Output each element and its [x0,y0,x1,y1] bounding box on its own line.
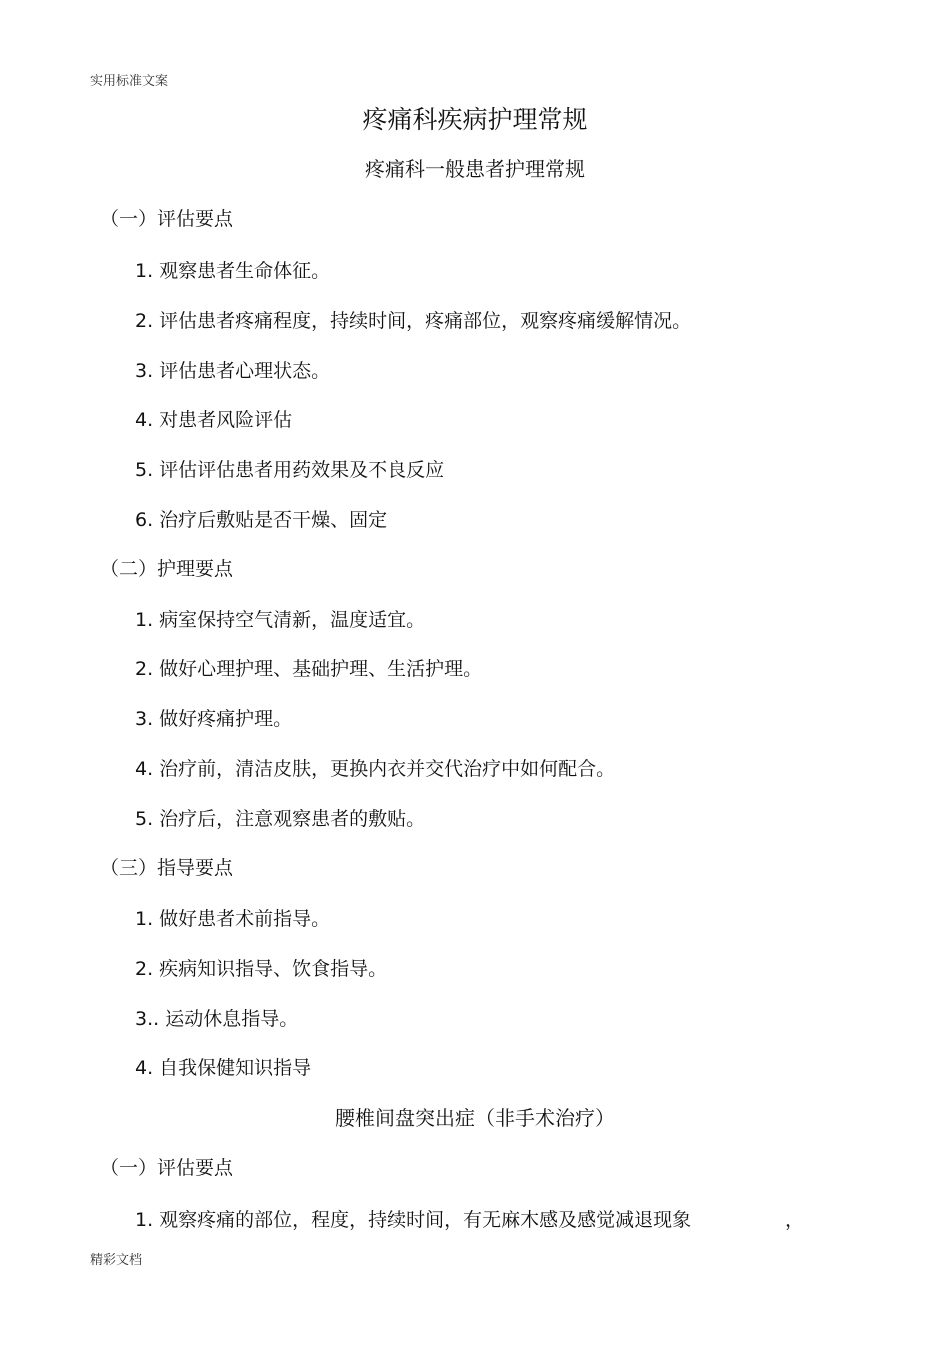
general-assessment-item-5: 5. 评估评估患者用药效果及不良反应 [135,459,445,481]
general-guidance-label: （三）指导要点 [100,857,234,879]
footer-note: 精彩文档 [90,1253,143,1268]
lumbar-heading: 腰椎间盘突出症（非手术治疗） [335,1106,615,1130]
document-title: 疼痛科疾病护理常规 [362,105,588,134]
header-note: 实用标准文案 [90,74,169,89]
general-nursing-item-4: 4. 治疗前，清洁皮肤，更换内衣并交代治疗中如何配合。 [135,758,616,780]
general-assessment-item-6: 6. 治疗后敷贴是否干燥、固定 [135,509,388,531]
general-assessment-item-3: 3. 评估患者心理状态。 [135,360,331,382]
general-nursing-label: （二）护理要点 [100,558,234,580]
general-assessment-item-2: 2. 评估患者疼痛程度，持续时间，疼痛部位，观察疼痛缓解情况。 [135,310,692,332]
lumbar-assessment-item-1: 1. 观察疼痛的部位，程度，持续时间，有无麻木感及感觉减退现象 [135,1209,692,1231]
general-guidance-item-1: 1. 做好患者术前指导。 [135,908,331,930]
general-assessment-item-1: 1. 观察患者生命体征。 [135,260,331,282]
general-guidance-item-4: 4. 自我保健知识指导 [135,1057,312,1079]
general-guidance-item-2: 2. 疾病知识指导、饮食指导。 [135,958,388,980]
general-nursing-item-3: 3. 做好疼痛护理。 [135,708,293,730]
lumbar-assessment-label: （一）评估要点 [100,1157,234,1179]
general-nursing-item-1: 1. 病室保持空气清新，温度适宜。 [135,609,426,631]
general-nursing-item-2: 2. 做好心理护理、基础护理、生活护理。 [135,658,483,680]
general-assessment-label: （一）评估要点 [100,208,234,230]
general-assessment-item-4: 4. 对患者风险评估 [135,409,293,431]
general-nursing-item-5: 5. 治疗后，注意观察患者的敷贴。 [135,808,426,830]
general-heading: 疼痛科一般患者护理常规 [365,157,585,181]
general-guidance-item-3: 3.. 运动休息指导。 [135,1008,299,1030]
trailing-comma: ， [785,1209,805,1231]
